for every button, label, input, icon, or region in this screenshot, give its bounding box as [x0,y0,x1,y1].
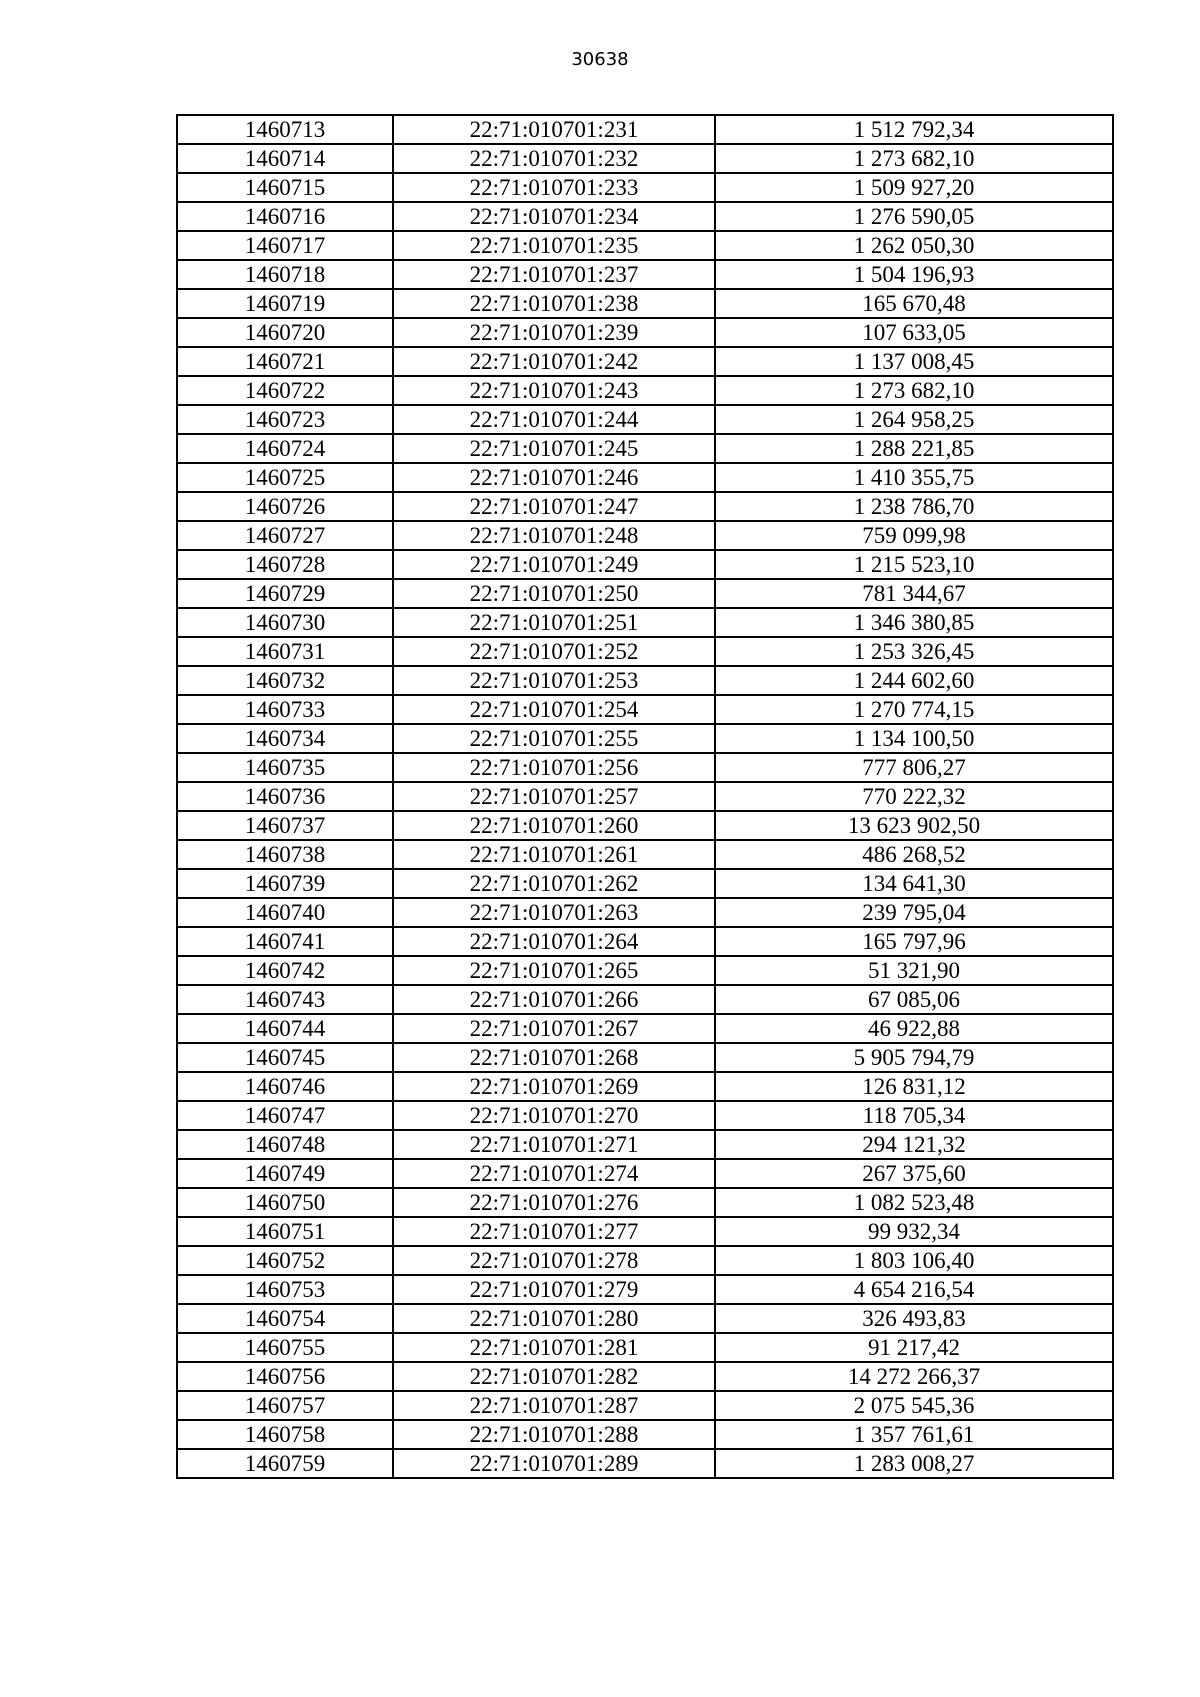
cadastral-value-cell: 777 806,27 [715,753,1113,782]
cadastral-number-cell: 22:71:010701:246 [393,463,715,492]
table-row [177,173,1113,202]
table-row [177,434,1113,463]
cadastral-value-cell: 1 504 196,93 [715,260,1113,289]
cadastral-value-cell: 1 512 792,34 [715,115,1113,144]
table-row [177,115,1113,144]
table-row [177,1333,1113,1362]
table-row [177,1275,1113,1304]
cadastral-number-cell: 22:71:010701:261 [393,840,715,869]
cadastral-number-cell: 22:71:010701:274 [393,1159,715,1188]
cadastral-number-cell: 22:71:010701:262 [393,869,715,898]
cadastral-value-cell: 1 288 221,85 [715,434,1113,463]
cadastral-number-cell: 22:71:010701:271 [393,1130,715,1159]
table-row [177,144,1113,173]
cadastral-number-cell: 22:71:010701:278 [393,1246,715,1275]
row-id-cell: 1460738 [177,840,393,869]
cadastral-value-cell: 1 215 523,10 [715,550,1113,579]
cadastral-number-cell: 22:71:010701:264 [393,927,715,956]
row-id-cell: 1460753 [177,1275,393,1304]
cadastral-number-cell: 22:71:010701:253 [393,666,715,695]
cadastral-value-cell: 13 623 902,50 [715,811,1113,840]
cadastral-value-cell: 165 670,48 [715,289,1113,318]
row-id-cell: 1460734 [177,724,393,753]
cadastral-value-cell: 1 082 523,48 [715,1188,1113,1217]
cadastral-value-cell: 1 244 602,60 [715,666,1113,695]
table-row [177,1217,1113,1246]
table-row [177,289,1113,318]
cadastral-number-cell: 22:71:010701:232 [393,144,715,173]
row-id-cell: 1460742 [177,956,393,985]
cadastral-value-cell: 4 654 216,54 [715,1275,1113,1304]
page-number: 30638 [571,49,629,70]
cadastral-number-cell: 22:71:010701:282 [393,1362,715,1391]
row-id-cell: 1460758 [177,1420,393,1449]
cadastral-number-cell: 22:71:010701:256 [393,753,715,782]
cadastral-value-cell: 1 509 927,20 [715,173,1113,202]
cadastral-number-cell: 22:71:010701:270 [393,1101,715,1130]
row-id-cell: 1460752 [177,1246,393,1275]
table-row [177,521,1113,550]
table-row [177,753,1113,782]
table-row [177,579,1113,608]
table-row [177,724,1113,753]
cadastral-value-cell: 781 344,67 [715,579,1113,608]
row-id-cell: 1460737 [177,811,393,840]
row-id-cell: 1460713 [177,115,393,144]
cadastral-number-cell: 22:71:010701:289 [393,1449,715,1478]
cadastral-value-cell: 1 270 774,15 [715,695,1113,724]
table-row [177,376,1113,405]
cadastral-number-cell: 22:71:010701:237 [393,260,715,289]
row-id-cell: 1460714 [177,144,393,173]
cadastral-value-cell: 1 253 326,45 [715,637,1113,666]
cadastral-value-cell: 1 134 100,50 [715,724,1113,753]
table-row [177,1420,1113,1449]
cadastral-value-cell: 1 410 355,75 [715,463,1113,492]
table-row [177,608,1113,637]
cadastral-number-cell: 22:71:010701:250 [393,579,715,608]
cadastral-value-cell: 91 217,42 [715,1333,1113,1362]
cadastral-number-cell: 22:71:010701:281 [393,1333,715,1362]
cadastral-number-cell: 22:71:010701:252 [393,637,715,666]
cadastral-number-cell: 22:71:010701:280 [393,1304,715,1333]
cadastral-number-cell: 22:71:010701:263 [393,898,715,927]
table-row [177,1130,1113,1159]
table-row [177,231,1113,260]
row-id-cell: 1460730 [177,608,393,637]
table-row [177,1159,1113,1188]
cadastral-number-cell: 22:71:010701:268 [393,1043,715,1072]
table-row [177,1014,1113,1043]
cadastral-value-cell: 165 797,96 [715,927,1113,956]
cadastral-value-cell: 1 273 682,10 [715,144,1113,173]
row-id-cell: 1460746 [177,1072,393,1101]
cadastral-number-cell: 22:71:010701:242 [393,347,715,376]
cadastral-value-cell: 14 272 266,37 [715,1362,1113,1391]
cadastral-value-cell: 67 085,06 [715,985,1113,1014]
table-row [177,463,1113,492]
cadastral-value-table [176,114,1114,1479]
table-row [177,550,1113,579]
row-id-cell: 1460751 [177,1217,393,1246]
row-id-cell: 1460745 [177,1043,393,1072]
table-row [177,1304,1113,1333]
table-row [177,260,1113,289]
table-row [177,492,1113,521]
row-id-cell: 1460719 [177,289,393,318]
cadastral-value-cell: 1 346 380,85 [715,608,1113,637]
row-id-cell: 1460716 [177,202,393,231]
cadastral-number-cell: 22:71:010701:277 [393,1217,715,1246]
row-id-cell: 1460735 [177,753,393,782]
row-id-cell: 1460755 [177,1333,393,1362]
row-id-cell: 1460736 [177,782,393,811]
cadastral-number-cell: 22:71:010701:239 [393,318,715,347]
row-id-cell: 1460715 [177,173,393,202]
table-row [177,927,1113,956]
cadastral-value-cell: 1 276 590,05 [715,202,1113,231]
row-id-cell: 1460756 [177,1362,393,1391]
row-id-cell: 1460724 [177,434,393,463]
row-id-cell: 1460717 [177,231,393,260]
row-id-cell: 1460749 [177,1159,393,1188]
row-id-cell: 1460743 [177,985,393,1014]
cadastral-value-cell: 1 264 958,25 [715,405,1113,434]
cadastral-value-cell: 2 075 545,36 [715,1391,1113,1420]
table-row [177,1101,1113,1130]
row-id-cell: 1460741 [177,927,393,956]
row-id-cell: 1460732 [177,666,393,695]
cadastral-value-cell: 486 268,52 [715,840,1113,869]
row-id-cell: 1460722 [177,376,393,405]
cadastral-value-cell: 46 922,88 [715,1014,1113,1043]
cadastral-value-cell: 118 705,34 [715,1101,1113,1130]
cadastral-value-cell: 99 932,34 [715,1217,1113,1246]
table-row [177,782,1113,811]
cadastral-number-cell: 22:71:010701:243 [393,376,715,405]
table-row [177,869,1113,898]
cadastral-value-cell: 326 493,83 [715,1304,1113,1333]
row-id-cell: 1460757 [177,1391,393,1420]
table-row [177,666,1113,695]
cadastral-value-cell: 1 262 050,30 [715,231,1113,260]
cadastral-number-cell: 22:71:010701:235 [393,231,715,260]
cadastral-number-cell: 22:71:010701:234 [393,202,715,231]
cadastral-value-cell: 294 121,32 [715,1130,1113,1159]
cadastral-value-cell: 1 273 682,10 [715,376,1113,405]
table-row [177,1391,1113,1420]
cadastral-value-cell: 134 641,30 [715,869,1113,898]
table-row [177,898,1113,927]
table-row [177,811,1113,840]
cadastral-number-cell: 22:71:010701:276 [393,1188,715,1217]
cadastral-number-cell: 22:71:010701:233 [393,173,715,202]
cadastral-value-cell: 770 222,32 [715,782,1113,811]
row-id-cell: 1460720 [177,318,393,347]
row-id-cell: 1460729 [177,579,393,608]
cadastral-number-cell: 22:71:010701:238 [393,289,715,318]
row-id-cell: 1460750 [177,1188,393,1217]
row-id-cell: 1460726 [177,492,393,521]
row-id-cell: 1460723 [177,405,393,434]
row-id-cell: 1460748 [177,1130,393,1159]
table-row [177,1188,1113,1217]
cadastral-value-cell: 759 099,98 [715,521,1113,550]
table-row [177,637,1113,666]
table-row [177,1246,1113,1275]
cadastral-value-cell: 1 283 008,27 [715,1449,1113,1478]
cadastral-number-cell: 22:71:010701:249 [393,550,715,579]
cadastral-number-cell: 22:71:010701:255 [393,724,715,753]
table-row [177,202,1113,231]
table-row [177,347,1113,376]
cadastral-number-cell: 22:71:010701:265 [393,956,715,985]
cadastral-value-cell: 1 803 106,40 [715,1246,1113,1275]
row-id-cell: 1460721 [177,347,393,376]
cadastral-number-cell: 22:71:010701:244 [393,405,715,434]
table-row [177,1043,1113,1072]
cadastral-number-cell: 22:71:010701:279 [393,1275,715,1304]
row-id-cell: 1460759 [177,1449,393,1478]
cadastral-number-cell: 22:71:010701:257 [393,782,715,811]
cadastral-value-cell: 239 795,04 [715,898,1113,927]
row-id-cell: 1460731 [177,637,393,666]
cadastral-number-cell: 22:71:010701:245 [393,434,715,463]
table-row [177,1362,1113,1391]
cadastral-value-cell: 126 831,12 [715,1072,1113,1101]
cadastral-number-cell: 22:71:010701:266 [393,985,715,1014]
cadastral-number-cell: 22:71:010701:260 [393,811,715,840]
cadastral-number-cell: 22:71:010701:247 [393,492,715,521]
row-id-cell: 1460718 [177,260,393,289]
row-id-cell: 1460739 [177,869,393,898]
cadastral-number-cell: 22:71:010701:267 [393,1014,715,1043]
cadastral-value-cell: 1 357 761,61 [715,1420,1113,1449]
cadastral-number-cell: 22:71:010701:287 [393,1391,715,1420]
row-id-cell: 1460727 [177,521,393,550]
row-id-cell: 1460733 [177,695,393,724]
row-id-cell: 1460728 [177,550,393,579]
cadastral-value-cell: 51 321,90 [715,956,1113,985]
table-row [177,1072,1113,1101]
cadastral-number-cell: 22:71:010701:254 [393,695,715,724]
table-row [177,405,1113,434]
cadastral-value-cell: 267 375,60 [715,1159,1113,1188]
cadastral-value-cell: 1 238 786,70 [715,492,1113,521]
cadastral-number-cell: 22:71:010701:288 [393,1420,715,1449]
row-id-cell: 1460740 [177,898,393,927]
table-row [177,985,1113,1014]
table-row [177,1449,1113,1478]
cadastral-number-cell: 22:71:010701:248 [393,521,715,550]
table-row [177,318,1113,347]
cadastral-value-cell: 107 633,05 [715,318,1113,347]
row-id-cell: 1460754 [177,1304,393,1333]
table-row [177,695,1113,724]
table-row [177,840,1113,869]
cadastral-value-cell: 5 905 794,79 [715,1043,1113,1072]
row-id-cell: 1460725 [177,463,393,492]
row-id-cell: 1460744 [177,1014,393,1043]
cadastral-value-cell: 1 137 008,45 [715,347,1113,376]
cadastral-number-cell: 22:71:010701:251 [393,608,715,637]
table-body [177,115,1113,1478]
row-id-cell: 1460747 [177,1101,393,1130]
cadastral-number-cell: 22:71:010701:269 [393,1072,715,1101]
cadastral-number-cell: 22:71:010701:231 [393,115,715,144]
table-row [177,956,1113,985]
